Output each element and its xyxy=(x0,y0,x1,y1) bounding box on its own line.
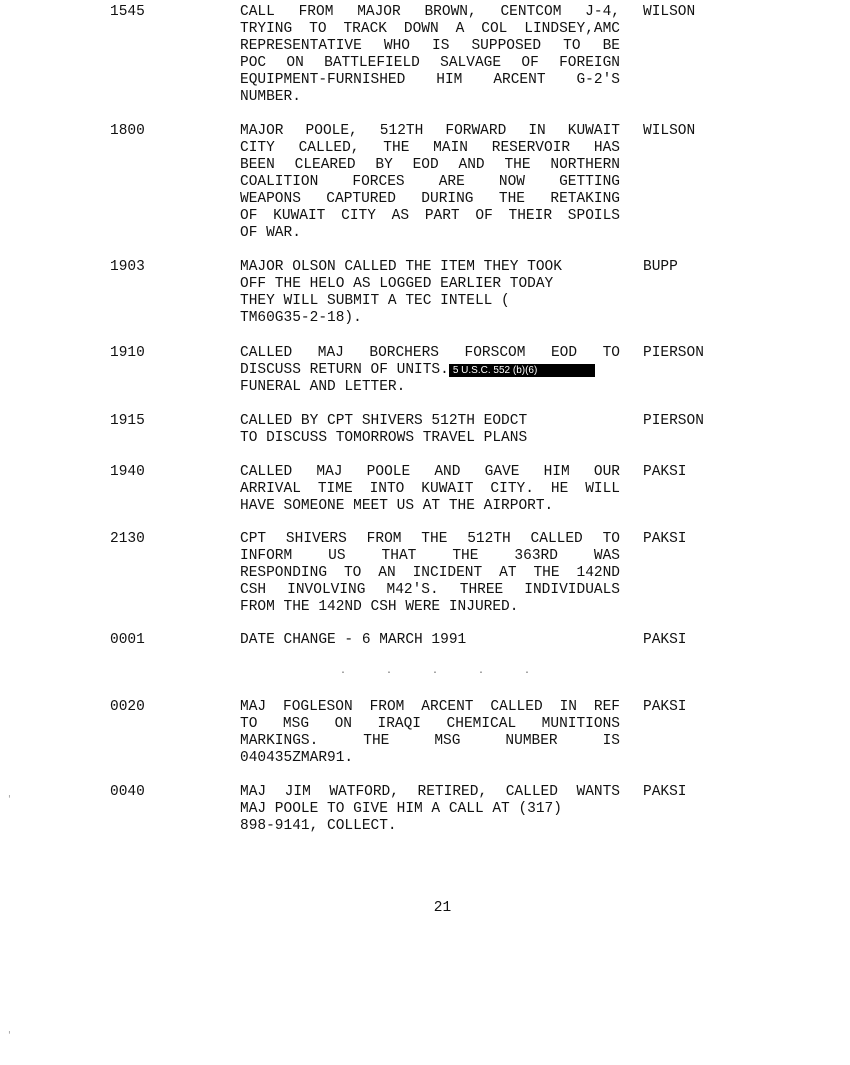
entry-text xyxy=(240,464,620,515)
entry-line: OF KUWAIT CITY AS PART OF THEIR SPOILS xyxy=(240,208,620,224)
entry-text xyxy=(240,531,620,616)
entry-line: NUMBER. xyxy=(240,89,301,105)
entry-line: OFF THE HELO AS LOGGED EARLIER TODAY xyxy=(240,276,554,292)
entry-line: REPRESENTATIVE WHO IS SUPPOSED TO BE xyxy=(240,38,620,54)
entry-name: PAKSI xyxy=(643,784,687,800)
entry-text xyxy=(240,699,620,767)
entry-line: FUNERAL AND LETTER. xyxy=(240,379,406,395)
entry-line: CSH INVOLVING M42'S. THREE INDIVIDUALS xyxy=(240,582,620,598)
entry-line: THEY WILL SUBMIT A TEC INTELL ( xyxy=(240,293,510,309)
entry-name: PIERSON xyxy=(643,345,704,361)
entry-line: OF WAR. xyxy=(240,225,301,241)
entry-line: RESPONDING TO AN INCIDENT AT THE 142ND xyxy=(240,565,620,581)
entry-time: 1910 xyxy=(110,345,145,361)
entry-line: MAJOR POOLE, 512TH FORWARD IN KUWAIT xyxy=(240,123,620,139)
entry-text xyxy=(240,632,620,649)
entry-line: COALITION FORCES ARE NOW GETTING xyxy=(240,174,620,190)
entry-line: MAJ FOGLESON FROM ARCENT CALLED IN REF xyxy=(240,699,620,715)
entry-line: CALLED MAJ POOLE AND GAVE HIM OUR xyxy=(240,464,620,480)
entry-time: 1940 xyxy=(110,464,145,480)
entry-line: MAJ JIM WATFORD, RETIRED, CALLED WANTS xyxy=(240,784,620,800)
entry-time: 0040 xyxy=(110,784,145,800)
redaction-box: 5 U.S.C. 552 (b)(6) xyxy=(449,364,595,377)
entry-line: HAVE SOMEONE MEET US AT THE AIRPORT. xyxy=(240,498,554,514)
entry-line: TRYING TO TRACK DOWN A COL LINDSEY,AMC xyxy=(240,21,620,37)
entry-time: 1545 xyxy=(110,4,145,20)
entry-time: 0020 xyxy=(110,699,145,715)
entry-name: PAKSI xyxy=(643,464,687,480)
scan-mark: ' xyxy=(8,1030,11,1041)
entry-line-with-redaction xyxy=(240,362,620,379)
entry-line: CALLED BY CPT SHIVERS 512TH EODCT xyxy=(240,413,528,429)
entry-time: 1903 xyxy=(110,259,145,275)
scan-specks: ····· xyxy=(340,668,571,679)
entry-text xyxy=(240,413,620,447)
entry-line: DATE CHANGE - 6 MARCH 1991 xyxy=(240,632,467,648)
entry-line: MAJ POOLE TO GIVE HIM A CALL AT (317) xyxy=(240,801,562,817)
entry-line: POC ON BATTLEFIELD SALVAGE OF FOREIGN xyxy=(240,55,620,71)
entry-line: TO DISCUSS TOMORROWS TRAVEL PLANS xyxy=(240,430,528,446)
entry-text xyxy=(240,4,620,106)
entry-line: BEEN CLEARED BY EOD AND THE NORTHERN xyxy=(240,157,620,173)
entry-time: 1915 xyxy=(110,413,145,429)
entry-line: INFORM US THAT THE 363RD WAS xyxy=(240,548,620,564)
entry-line: ARRIVAL TIME INTO KUWAIT CITY. HE WILL xyxy=(240,481,620,497)
entry-time: 0001 xyxy=(110,632,145,648)
entry-name: WILSON xyxy=(643,123,696,139)
scan-mark: ' xyxy=(8,794,11,805)
entry-line: MAJOR OLSON CALLED THE ITEM THEY TOOK xyxy=(240,259,562,275)
entry-line: 040435ZMAR91. xyxy=(240,750,354,766)
entry-line: 898-9141, COLLECT. xyxy=(240,818,397,834)
page-number: 21 xyxy=(433,900,452,916)
entry-line: CITY CALLED, THE MAIN RESERVOIR HAS xyxy=(240,140,620,156)
entry-text xyxy=(240,784,620,835)
entry-line: DISCUSS RETURN OF UNITS. xyxy=(240,362,449,378)
entry-time: 2130 xyxy=(110,531,145,547)
entry-line: FROM THE 142ND CSH WERE INJURED. xyxy=(240,599,519,615)
entry-text xyxy=(240,345,620,396)
entry-name: PAKSI xyxy=(643,531,687,547)
entry-name: PAKSI xyxy=(643,699,687,715)
entry-name: WILSON xyxy=(643,4,696,20)
entry-line: CALLED MAJ BORCHERS FORSCOM EOD TO xyxy=(240,345,620,361)
entry-line: EQUIPMENT-FURNISHED HIM ARCENT G-2'S xyxy=(240,72,620,88)
entry-line: TO MSG ON IRAQI CHEMICAL MUNITIONS xyxy=(240,716,620,732)
entry-name: BUPP xyxy=(643,259,678,275)
entry-text xyxy=(240,123,620,242)
entry-line: WEAPONS CAPTURED DURING THE RETAKING xyxy=(240,191,620,207)
entry-line: CALL FROM MAJOR BROWN, CENTCOM J-4, xyxy=(240,4,620,20)
entry-line: TM60G35-2-18). xyxy=(240,310,362,326)
entry-line: MARKINGS. THE MSG NUMBER IS xyxy=(240,733,620,749)
entry-time: 1800 xyxy=(110,123,145,139)
entry-text xyxy=(240,259,620,327)
entry-name: PAKSI xyxy=(643,632,687,648)
entry-line: CPT SHIVERS FROM THE 512TH CALLED TO xyxy=(240,531,620,547)
entry-name: PIERSON xyxy=(643,413,704,429)
